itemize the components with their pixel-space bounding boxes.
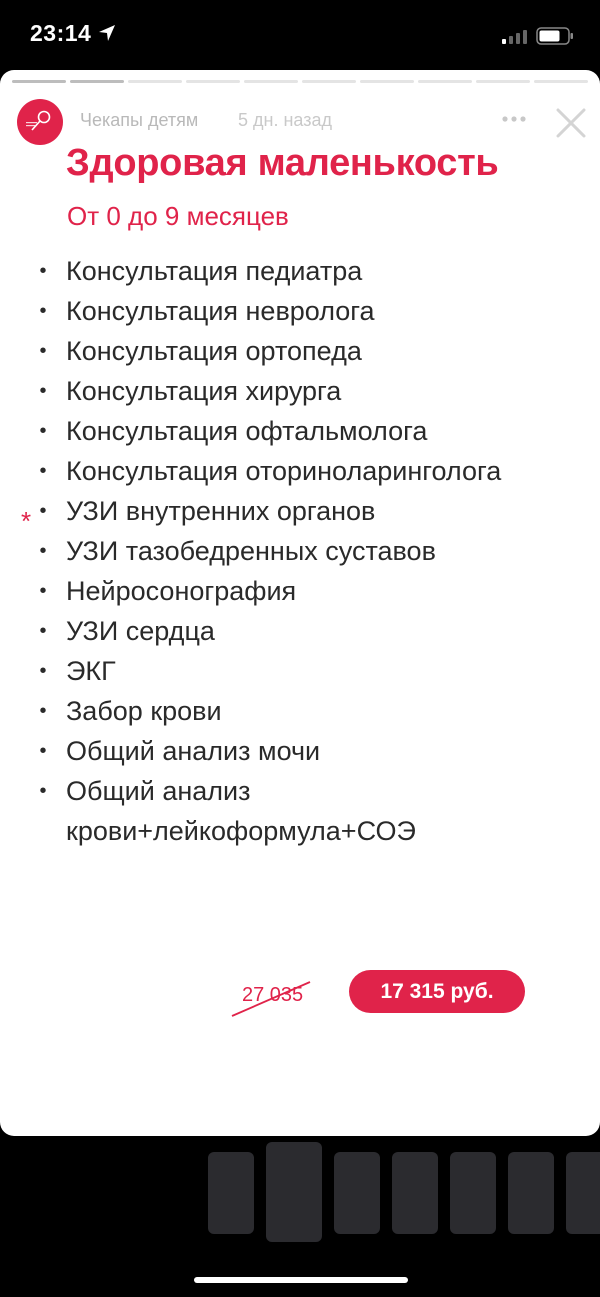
story-subtitle: От 0 до 9 месяцев (67, 201, 289, 231)
checkup-list-item (36, 251, 596, 291)
story-title: Здоровая маленькость (66, 142, 499, 184)
checkup-list-item (36, 771, 486, 851)
checkup-list-item (36, 491, 596, 531)
checkup-item-label: Консультация хирурга (66, 376, 342, 406)
checkup-item-label: Общий анализ мочи (66, 736, 321, 766)
avatar-logo-icon (17, 99, 63, 145)
close-icon[interactable] (552, 104, 590, 142)
checkup-item-label: УЗИ внутренних органов (66, 496, 376, 526)
checkup-item-label: Консультация ортопеда (66, 336, 362, 366)
bullet-icon: • (39, 620, 47, 642)
story-card[interactable] (0, 70, 600, 1136)
bullet-icon: • (39, 580, 47, 602)
checkup-item-label: Консультация невролога (66, 296, 375, 326)
home-indicator[interactable] (194, 1277, 408, 1283)
bullet-icon: • (39, 300, 47, 322)
checkup-list-item (36, 411, 596, 451)
bullet-icon: • (39, 540, 47, 562)
post-time: 5 дн. назад (238, 110, 332, 130)
checkup-item-label: ЭКГ (66, 656, 116, 686)
checkup-list (36, 251, 596, 851)
checkup-item-label: Консультация оториноларинголога (66, 456, 502, 486)
bullet-icon: • (39, 380, 47, 402)
progress-segment (12, 80, 66, 83)
bullet-icon: • (39, 420, 47, 442)
author-name[interactable]: Чекапы детям (80, 110, 199, 130)
story-thumbnail[interactable] (566, 1152, 600, 1234)
bullet-icon: • (39, 340, 47, 362)
checkup-list-item (36, 291, 596, 331)
checkup-item-label: Консультация офтальмолога (66, 416, 428, 446)
bullet-icon: • (39, 460, 47, 482)
checkup-list-item (36, 611, 596, 651)
checkup-list-item (36, 651, 596, 691)
checkup-list-item (36, 531, 596, 571)
checkup-item-label: Общий анализ крови+лейкоформула+СОЭ (66, 776, 416, 846)
new-price-badge: 17 315 руб. (349, 970, 525, 1013)
location-arrow-icon (98, 24, 116, 42)
bullet-icon: • (39, 660, 47, 682)
story-thumbnail[interactable] (266, 1142, 322, 1242)
footnote-asterisk: * (21, 506, 32, 536)
progress-segment (70, 80, 124, 83)
checkup-list-item (36, 451, 596, 491)
bullet-icon: • (39, 700, 47, 722)
progress-segment (128, 80, 182, 83)
story-thumbnail[interactable] (208, 1152, 254, 1234)
progress-segment (244, 80, 298, 83)
price-strikethrough (230, 978, 314, 1020)
bullet-icon: • (39, 740, 47, 762)
checkup-item-label: УЗИ сердца (66, 616, 215, 646)
story-thumbnail[interactable] (334, 1152, 380, 1234)
progress-segment (360, 80, 414, 83)
story-thumbnail[interactable] (392, 1152, 438, 1234)
bullet-icon: • (39, 260, 47, 282)
story-thumbnail[interactable] (450, 1152, 496, 1234)
status-bar (0, 0, 600, 70)
battery-icon (536, 27, 574, 45)
story-thumbnail[interactable] (508, 1152, 554, 1234)
checkup-list-item (36, 371, 596, 411)
checkup-item-label: Консультация педиатра (66, 256, 363, 286)
checkup-list-item (36, 691, 596, 731)
checkup-item-label: Нейросонография (66, 576, 297, 606)
checkup-list-item (36, 571, 596, 611)
progress-segment (534, 80, 588, 83)
progress-segment (186, 80, 240, 83)
bullet-icon: • (39, 500, 47, 522)
story-progress (12, 80, 588, 83)
status-time: 23:14 (30, 20, 92, 46)
old-price: 27 035 (242, 984, 304, 1006)
bullet-icon: • (39, 780, 47, 802)
story-thumbnails (206, 1142, 600, 1242)
more-options-icon[interactable] (496, 104, 532, 134)
progress-segment (418, 80, 472, 83)
author-avatar[interactable] (17, 99, 63, 145)
checkup-list-item (36, 331, 596, 371)
checkup-list-item (36, 731, 596, 771)
progress-segment (476, 80, 530, 83)
checkup-item-label: УЗИ тазобедренных суставов (66, 536, 436, 566)
signal-icon (502, 30, 528, 44)
progress-segment (302, 80, 356, 83)
checkup-item-label: Забор крови (66, 696, 222, 726)
